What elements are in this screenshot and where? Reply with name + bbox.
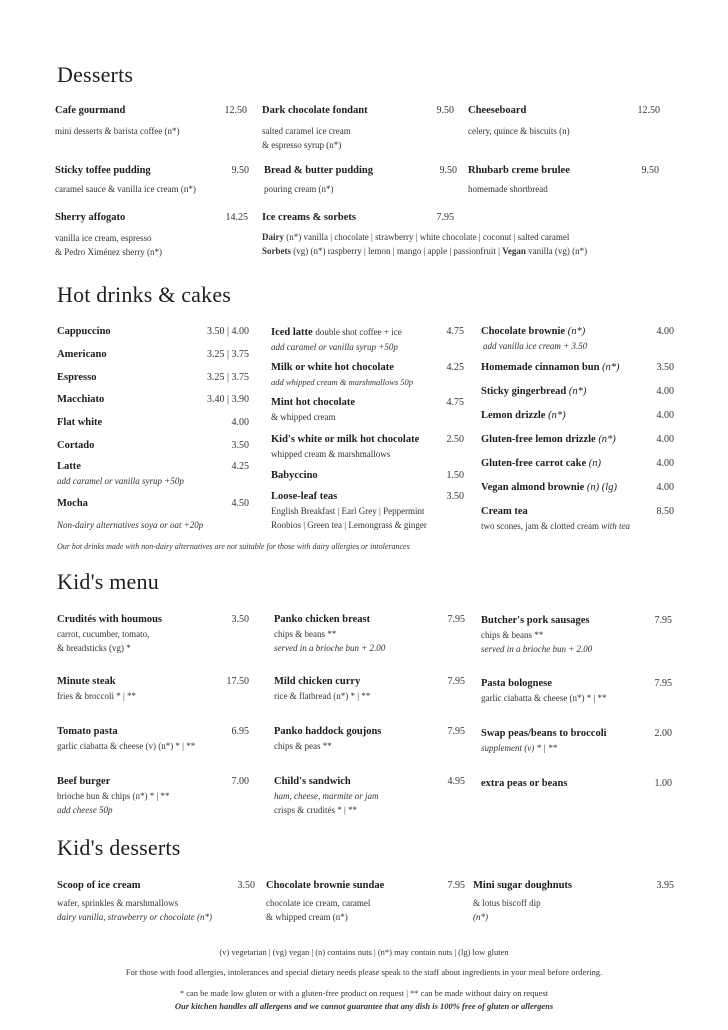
item-price: 3.50 [237, 880, 255, 891]
dairy-text: (n*) vanilla | chocolate | strawberry | white chocolate | coconut | salted caramel [284, 232, 570, 242]
sorbets-label: Sorbets [262, 246, 291, 256]
kids-item [481, 614, 672, 656]
item-price: 7.95 [654, 678, 672, 689]
item-name: Milk or white hot chocolate [271, 362, 394, 373]
cake-item [481, 361, 674, 375]
item-name-text: Lemon drizzle [481, 410, 546, 421]
item-name: Mini sugar doughnuts [473, 880, 573, 891]
item-desc: served in a brioche bun + 2.00 [481, 644, 593, 654]
item-price: 9.50 [641, 165, 659, 176]
item-name [481, 433, 674, 447]
item-desc: supplement (v) * | ** [481, 743, 557, 753]
item-tag: (n*) [595, 434, 616, 445]
item-name: Cortado [57, 440, 95, 451]
item-name: Sherry affogato [55, 212, 126, 223]
item-desc: salted caramel ice cream [262, 126, 351, 136]
item-desc: garlic ciabatta & cheese (n*) * | ** [481, 693, 607, 703]
item-name: Americano [57, 349, 107, 360]
sorbets-text: (vg) (n*) raspberry | lemon | mango | apple | passionfruit | [291, 246, 503, 256]
item-price: 3.25 | 3.75 [206, 349, 249, 360]
non-dairy-warning: Our hot drinks made with non-dairy alternatives are not suitable for those with dairy allergies or intolerances [57, 542, 410, 551]
item-price: 3.95 [656, 880, 674, 891]
item-desc: & lotus biscoff dip [473, 898, 541, 908]
cake-item [481, 505, 674, 533]
item-name: Minute steak [57, 676, 116, 687]
item-name-text: Iced latte [271, 327, 313, 338]
drink-item [57, 371, 249, 385]
item-desc: rice & flatbread (n*) * | ** [274, 691, 371, 701]
item-desc: add caramel or vanilla syrup +50p [271, 342, 398, 352]
item-price: 2.50 [446, 434, 464, 445]
item-desc [481, 519, 674, 533]
item-desc: chips & peas ** [274, 741, 332, 751]
item-desc: chips & beans ** [274, 629, 337, 639]
item-name: Butcher's pork sausages [481, 615, 590, 626]
cake-item [481, 325, 674, 353]
cake-item [481, 409, 674, 423]
menu-item [264, 164, 457, 196]
vegan-label: Vegan [502, 246, 526, 256]
item-name: Mocha [57, 498, 88, 509]
item-desc: whipped cream & marshmallows [271, 449, 391, 459]
item-name: Tomato pasta [57, 726, 118, 737]
menu-item [55, 164, 249, 196]
item-name-text: Gluten-free carrot cake [481, 458, 587, 469]
item-desc: dairy vanilla, strawberry or chocolate (n*) [57, 912, 212, 922]
item-name: Loose-leaf teas [271, 491, 338, 502]
item-name: Mild chicken curry [274, 676, 361, 687]
item-name-text: Chocolate brownie [481, 326, 566, 337]
item-price: 4.00 [656, 434, 674, 445]
drink-item [57, 497, 249, 511]
item-price: 8.50 [656, 506, 674, 517]
item-desc: celery, quince & biscuits (n) [468, 126, 570, 136]
item-name [271, 325, 464, 340]
item-name [481, 481, 674, 495]
drink-item [57, 348, 249, 362]
item-price: 1.00 [654, 778, 672, 789]
menu-item [262, 104, 454, 152]
drink-item [271, 469, 464, 483]
item-name-text: Sticky gingerbread [481, 386, 567, 397]
item-desc: ham, cheese, marmite or jam [274, 791, 379, 801]
allergy-notice: For those with food allergies, intolerances and special dietary needs please speak to the staff about ingredients in your meal before ordering. [125, 967, 603, 977]
item-name: Mint hot chocolate [271, 397, 355, 408]
item-name: Kid's white or milk hot chocolate [271, 434, 420, 445]
item-price: 12.50 [224, 105, 247, 116]
item-desc: add whipped cream & marshmallows 50p [271, 377, 414, 387]
item-name: Pasta bolognese [481, 678, 552, 689]
item-price: 4.25 [231, 461, 249, 472]
item-price: 4.00 [656, 410, 674, 421]
kids-item [481, 677, 672, 705]
item-price: 4.00 [656, 326, 674, 337]
gluten-dairy-notice: * can be made low gluten or with a gluten-free product on request | ** can be made without dairy on request [179, 988, 549, 998]
drink-item [57, 416, 249, 430]
item-desc: (n*) [473, 912, 488, 922]
kids-item [57, 725, 249, 753]
item-name: Dark chocolate fondant [262, 105, 368, 116]
item-desc: vanilla ice cream, espresso [55, 233, 152, 243]
item-name: Rhubarb creme brulee [468, 165, 570, 176]
item-name: Espresso [57, 372, 97, 383]
drink-item [271, 361, 464, 389]
item-tag: (n*) [566, 386, 587, 397]
item-desc: garlic ciabatta & cheese (v) (n*) * | ** [57, 741, 196, 751]
item-price: 4.50 [231, 498, 249, 509]
item-name: Flat white [57, 417, 103, 428]
item-price: 3.40 | 3.90 [206, 394, 249, 405]
item-desc: add caramel or vanilla syrup +50p [57, 476, 184, 486]
item-name: Crudités with houmous [57, 614, 163, 625]
menu-item [55, 104, 247, 138]
item-desc: wafer, sprinkles & marshmallows [57, 898, 179, 908]
item-price: 4.00 [656, 482, 674, 493]
allergen-guarantee: Our kitchen handles all allergens and we cannot guarantee that any dish is 100% free of gluten or allergens [174, 1001, 554, 1011]
kids-item [57, 613, 249, 655]
kids-item [481, 777, 672, 791]
item-name [481, 457, 674, 471]
item-price: 4.00 [231, 417, 249, 428]
item-price: 14.25 [225, 212, 248, 223]
item-price: 4.75 [446, 326, 464, 337]
item-name [481, 325, 674, 339]
item-price: 3.50 | 4.00 [206, 326, 249, 337]
item-desc: homemade shortbread [468, 184, 548, 194]
dairy-flavours [262, 231, 569, 244]
item-name: Cappuccino [57, 326, 111, 337]
dairy-label: Dairy [262, 232, 284, 242]
item-name-text: Gluten-free lemon drizzle [481, 434, 596, 445]
cake-item [481, 433, 674, 447]
item-name: Cream tea [481, 506, 528, 517]
vegan-text: vanilla (vg) (n*) [525, 246, 588, 256]
desserts-heading: Desserts [57, 62, 134, 87]
kids-desserts-heading: Kid's desserts [57, 835, 181, 860]
item-tag: (n*) [565, 326, 586, 337]
drink-item [271, 325, 464, 354]
item-name [481, 361, 674, 375]
item-tag: (n) (lg) [584, 482, 617, 493]
item-desc: add vanilla ice cream + 3.50 [483, 341, 588, 351]
item-name: Beef burger [57, 776, 111, 787]
drink-item [57, 393, 249, 407]
kids-item [481, 727, 672, 755]
item-name: Child's sandwich [274, 776, 351, 787]
cake-item [481, 385, 674, 399]
kids-item [274, 775, 465, 817]
item-price: 4.95 [447, 776, 465, 787]
item-name: Panko haddock goujons [274, 726, 382, 737]
item-desc: mini desserts & barista coffee (n*) [55, 126, 180, 136]
item-desc: caramel sauce & vanilla ice cream (n*) [55, 184, 196, 194]
dietary-key: (v) vegetarian | (vg) vegan | (n) contains nuts | (n*) may contain nuts | (lg) low gluten [219, 947, 509, 957]
item-desc: fries & broccoli * | ** [57, 691, 137, 701]
cake-item [481, 481, 674, 495]
kids-item [57, 775, 249, 817]
item-name: Ice creams & sorbets [262, 212, 356, 223]
item-price: 3.50 [231, 440, 249, 451]
item-name: Bread & butter pudding [264, 165, 374, 176]
item-price: 7.00 [231, 776, 249, 787]
item-name: Cheeseboard [468, 105, 527, 116]
item-price: 4.75 [446, 397, 464, 408]
item-desc: chocolate ice cream, caramel [266, 898, 371, 908]
item-desc: served in a brioche bun + 2.00 [274, 643, 386, 653]
kids-dessert-item [266, 879, 465, 924]
item-tag: (n*) [545, 410, 566, 421]
kids-item [274, 725, 465, 753]
item-price: 6.95 [231, 726, 249, 737]
item-desc: brioche bun & chips (n*) * | ** [57, 791, 170, 801]
item-name: Cafe gourmand [55, 105, 126, 116]
item-price: 3.50 [656, 362, 674, 373]
item-price: 17.50 [226, 676, 249, 687]
item-price: 9.50 [231, 165, 249, 176]
item-desc: pouring cream (n*) [264, 184, 334, 194]
kids-item [57, 675, 249, 703]
item-desc: & whipped cream (n*) [266, 912, 348, 922]
item-name: Latte [57, 461, 81, 472]
item-desc: & whipped cream [271, 412, 336, 422]
item-desc: chips & beans ** [481, 630, 544, 640]
item-price: 4.00 [656, 458, 674, 469]
item-name: Swap peas/beans to broccoli [481, 728, 607, 739]
item-price: 4.25 [446, 362, 464, 373]
drink-item [57, 439, 249, 453]
item-name: Chocolate brownie sundae [266, 880, 385, 891]
item-desc: add cheese 50p [57, 805, 113, 815]
item-name: extra peas or beans [481, 778, 568, 789]
item-name: Panko chicken breast [274, 614, 371, 625]
item-name: Babyccino [271, 470, 318, 481]
sorbet-flavours [262, 245, 587, 258]
item-price: 7.95 [654, 615, 672, 626]
item-desc-italic: with tea [598, 521, 630, 531]
item-price: 3.50 [231, 614, 249, 625]
non-dairy-note: Non-dairy alternatives soya or oat +20p [57, 520, 204, 530]
drink-item [271, 433, 464, 461]
item-name: Sticky toffee pudding [55, 165, 151, 176]
item-price: 4.00 [656, 386, 674, 397]
kids-item [274, 675, 465, 703]
menu-item [55, 211, 248, 259]
item-price: 9.50 [436, 105, 454, 116]
item-tag: (n*) [599, 362, 620, 373]
item-extra: double shot coffee + ice [315, 327, 402, 337]
item-name: Macchiato [57, 394, 105, 405]
item-price: 9.50 [439, 165, 457, 176]
item-desc-text: two scones, jam & clotted cream [481, 521, 599, 531]
drink-item [57, 325, 249, 339]
kids-dessert-item [473, 879, 674, 924]
item-name [481, 385, 674, 399]
item-price: 2.00 [654, 728, 672, 739]
item-price: 3.50 [446, 491, 464, 502]
item-desc: Roobios | Green tea | Lemongrass & ginger [271, 520, 427, 530]
item-price: 7.95 [447, 880, 465, 891]
drink-item [271, 490, 464, 532]
item-price: 12.50 [637, 105, 660, 116]
item-price: 3.25 | 3.75 [206, 372, 249, 383]
menu-item [468, 104, 660, 138]
item-price: 7.95 [447, 676, 465, 687]
item-price: 1.50 [446, 470, 464, 481]
item-desc: crisps & crudités * | ** [274, 805, 358, 815]
item-name-text: Homemade cinnamon bun [481, 362, 600, 373]
item-desc: & espresso syrup (n*) [262, 140, 342, 150]
menu-item [262, 211, 454, 225]
kids-item [274, 613, 465, 655]
item-desc: carrot, cucumber, tomato, [57, 629, 150, 639]
item-name-text: Vegan almond brownie [481, 482, 585, 493]
item-name: Scoop of ice cream [57, 880, 141, 891]
drink-item [271, 396, 464, 424]
hot-drinks-heading: Hot drinks & cakes [57, 282, 232, 307]
item-desc: English Breakfast | Earl Grey | Peppermint [271, 506, 425, 516]
kids-menu-heading: Kid's menu [57, 569, 159, 594]
cake-item [481, 457, 674, 471]
item-desc: & Pedro Ximénez sherry (n*) [55, 247, 162, 257]
item-price: 7.95 [447, 726, 465, 737]
item-price: 7.95 [447, 614, 465, 625]
drink-item [57, 460, 249, 488]
kids-dessert-item [57, 879, 255, 924]
menu-item [468, 164, 659, 196]
item-tag: (n) [586, 458, 602, 469]
item-price: 7.95 [436, 212, 454, 223]
item-name [481, 409, 674, 423]
item-desc: & breadsticks (vg) * [57, 643, 131, 653]
